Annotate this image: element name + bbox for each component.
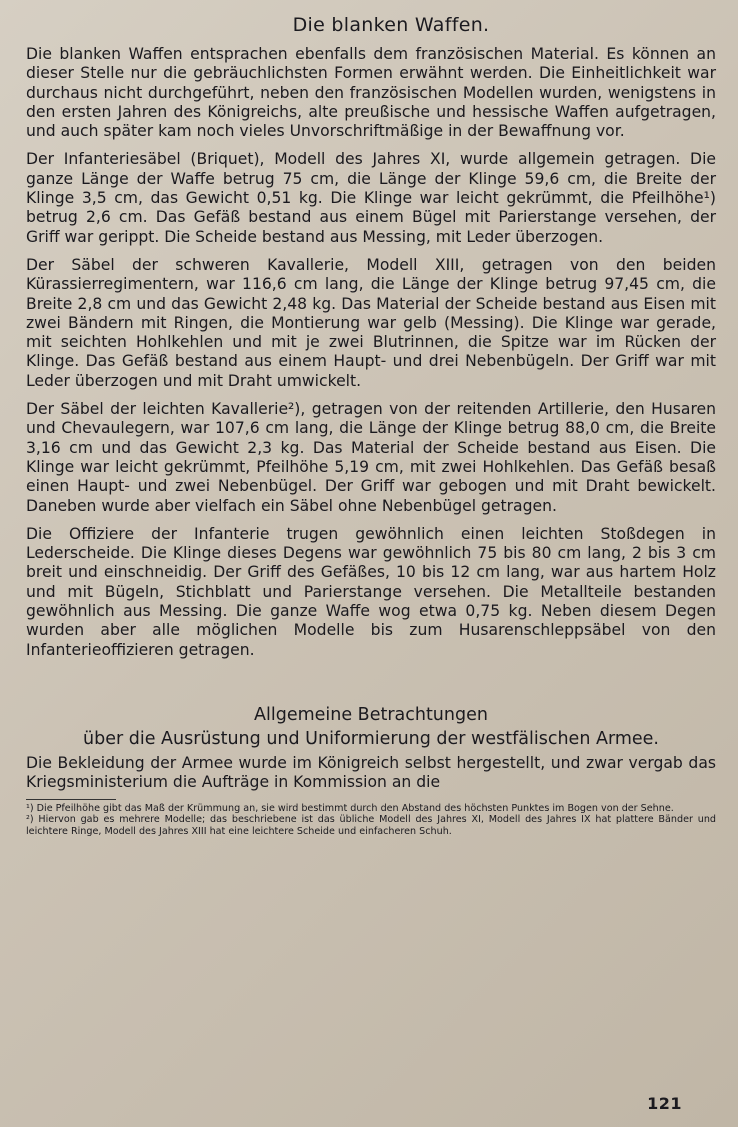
paragraph-infantry-sabre: Der Infanteriesäbel (Briquet), Modell des Jahres XI, wurde allgemein getragen. Die ganze Länge der Waffe betrug 75 cm, die Länge der Klinge 59,6 cm, die Breite der Klinge 3,5 cm, das Gewicht 0,51 kg. Die Klinge war leicht gekrümmt, die Pfeilhöhe¹) betrug 2,6 cm. Das Gefäß bestand aus einem Bügel mit Parierstange versehen, der Griff war gerippt. Die Scheide bestand aus Messing, mit Leder überzogen.: [26, 150, 716, 246]
footnote-2: ²) Hiervon gab es mehrere Modelle; das beschriebene ist das übliche Modell des Jahres XI, Modell des Jahres IX hat plattere Bänder und leichtere Ringe, Modell des Jahres XIII hat eine leichtere Scheide und einfacheren Schuh.: [26, 814, 716, 837]
paragraph-clothing: Die Bekleidung der Armee wurde im Königreich selbst hergestellt, und zwar vergab das Kriegsministerium die Aufträge in Kommission an die: [26, 753, 716, 792]
paragraph-heavy-cavalry-sabre: Der Säbel der schweren Kavallerie, Modell XIII, getragen von den beiden Kürassierregimentern, war 116,6 cm lang, die Länge der Klinge betrug 97,45 cm, die Breite 2,8 cm und das Gewicht 2,48 kg. Das Material der Scheide bestand aus Eisen mit zwei Bändern mit Ringen, die Montierung war gelb (Messing). Die Klinge war gerade, mit seichten Hohlkehlen und mit je zwei Blutrinnen, die Spitze war im Rücken der Klinge. Das Gefäß bestand aus einem Haupt- und drei Nebenbügeln. Der Griff war mit Leder überzogen und mit Draht umwickelt.: [26, 255, 716, 390]
footnote-1: ¹) Die Pfeilhöhe gibt das Maß der Krümmung an, sie wird bestimmt durch den Abstand des höchsten Punktes im Bogen von der Sehne.: [26, 802, 674, 814]
section-subheading: über die Ausrüstung und Uniformierung der westfälischen Armee.: [83, 728, 659, 749]
section-heading: Allgemeine Betrachtungen: [254, 704, 488, 725]
paragraph-officer-sword: Die Offiziere der Infanterie trugen gewöhnlich einen leichten Stoßdegen in Lederscheide. Die Klinge dieses Degens war gewöhnlich 75 bis 80 cm lang, 2 bis 3 cm breit und einschneidig. Der Griff des Gefäßes, 10 bis 12 cm lang, war aus hartem Holz und mit Bügeln, Stichblatt und Parierstange versehen. Die Metallteile bestanden gewöhnlich aus Messing. Die ganze Waffe wog etwa 0,75 kg. Neben diesem Degen wurden aber alle möglichen Modelle bis zum Husarenschleppsäbel von den Infanterieoffizieren getragen.: [26, 524, 716, 659]
footnote-divider: [26, 799, 116, 800]
paragraph-intro: Die blanken Waffen entsprachen ebenfalls dem französischen Material. Es können an dieser Stelle nur die gebräuchlichsten Formen erwähnt werden. Die Einheitlichkeit war durchaus nicht durchgeführt, neben den französischen Modellen wurden, wenigstens in den ersten Jahren des Königreichs, alte preußische und hessische Waffen aufgetragen, und auch später kam noch vieles Unvorschriftmäßige in der Bewaffnung vor.: [26, 45, 716, 141]
page-number: 121: [647, 1094, 682, 1113]
page-title: Die blanken Waffen.: [292, 14, 490, 36]
paragraph-light-cavalry-sabre: Der Säbel der leichten Kavallerie²), getragen von der reitenden Artillerie, den Husaren und Chevaulegern, war 107,6 cm lang, die Länge der Klinge betrug 88,0 cm, die Breite 3,16 cm und das Gewicht 2,3 kg. Das Material der Scheide bestand aus Eisen. Die Klinge war leicht gekrümmt, Pfeilhöhe 5,19 cm, mit zwei Hohlkehlen. Das Gefäß besaß einen Haupt- und zwei Nebenbügel. Der Griff war gebogen und mit Draht bewickelt. Daneben wurde aber vielfach ein Säbel ohne Nebenbügel getragen.: [26, 400, 716, 515]
